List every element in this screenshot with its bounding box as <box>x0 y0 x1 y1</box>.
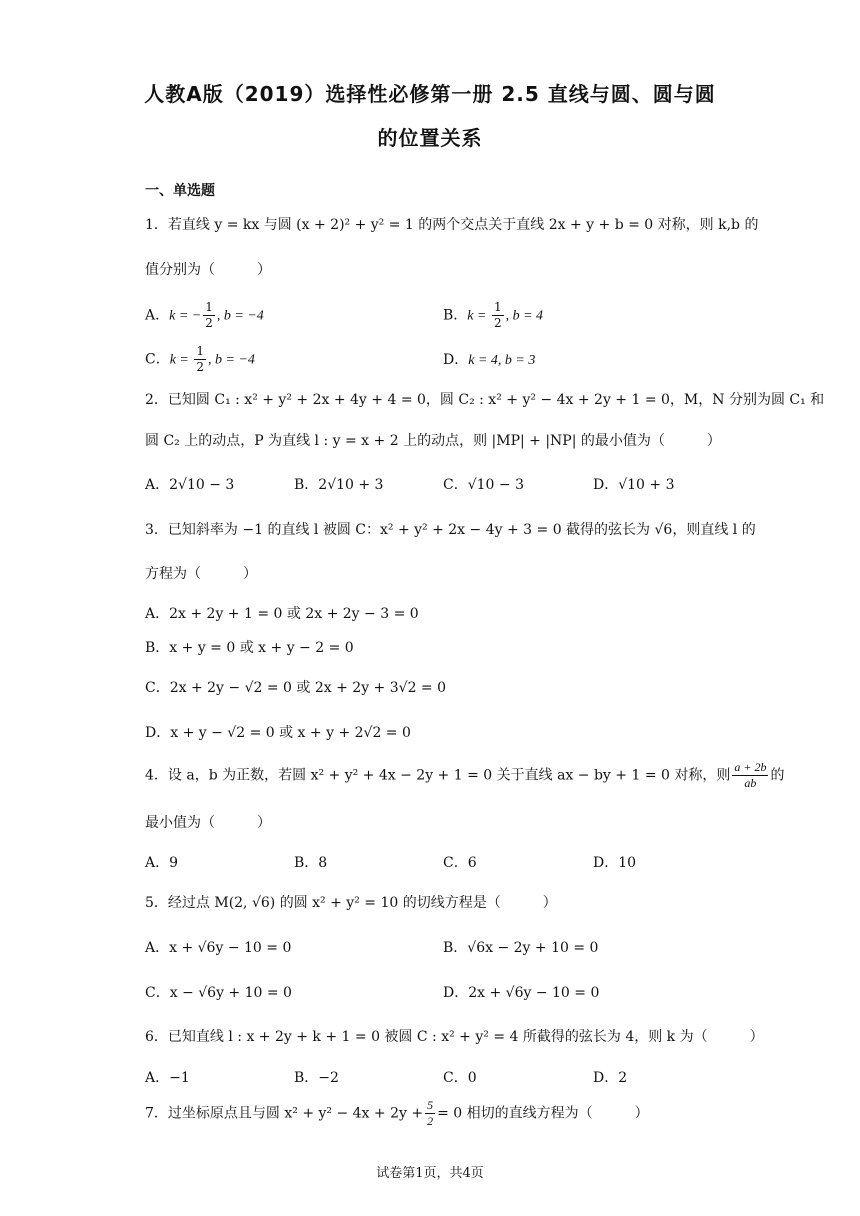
fraction: $\frac{5}{2}$ <box>427 1098 434 1128</box>
page-title: 人教A版（2019）选择性必修第一册 2.5 直线与圆、圆与圆 <box>144 82 716 106</box>
question-5-option-c[interactable]: C．x − √6y + 10 = 0 <box>145 985 292 1001</box>
question-1-option-b[interactable]: B．k = $\frac{1}{2}$ , b = 4 <box>443 300 544 330</box>
question-6-option-b[interactable]: B．−2 <box>294 1070 339 1086</box>
question-2-option-c[interactable]: C．√10 − 3 <box>443 477 524 493</box>
question-6-option-d[interactable]: D．2 <box>593 1070 628 1086</box>
page-footer: 试卷第1页，共4页 <box>376 1166 484 1181</box>
question-3-option-c[interactable]: C．2x + 2y − √2 = 0 或 2x + 2y + 3√2 = 0 <box>145 680 447 696</box>
question-1-option-d[interactable]: D．k = 4, b = 3 <box>443 352 536 368</box>
question-4-stem: 4．设 a，b 为正数，若圆 x² + y² + 4x − 2y + 1 = 0 关于直线 ax − by + 1 = 0 对称，则 $\frac{a + 2b}{ab}$ 的 <box>145 760 785 790</box>
question-1-stem: 1．若直线 y = kx 与圆 (x + 2)² + y² = 1 的两个交点关于直线 2x + y + b = 0 对称，则 k,b 的 <box>145 217 759 233</box>
question-3-stem-cont: 方程为（ ） <box>145 566 257 582</box>
question-7-stem: 7．过坐标原点且与圆 x² + y² − 4x + 2y + $\frac{5}{2}$ = 0 相切的直线方程为（ ） <box>145 1098 649 1128</box>
question-4-option-c[interactable]: C．6 <box>443 855 477 871</box>
question-3-option-a[interactable]: A．2x + 2y + 1 = 0 或 2x + 2y − 3 = 0 <box>145 606 419 622</box>
fraction: $\frac{1}{2}$ <box>196 344 205 374</box>
question-1-option-a[interactable]: A．k = − $\frac{1}{2}$ , b = −4 <box>145 300 264 330</box>
question-3-stem: 3．已知斜率为 −1 的直线 l 被圆 C：x² + y² + 2x − 4y + 3 = 0 截得的弦长为 √6，则直线 l 的 <box>145 522 756 538</box>
question-3-option-d[interactable]: D．x + y − √2 = 0 或 x + y + 2√2 = 0 <box>145 725 411 741</box>
question-2-stem-cont: 圆 C₂ 上的动点，P 为直线 l : y = x + 2 上的动点，则 |MP| + |NP| 的最小值为（ ） <box>145 433 721 449</box>
question-5-option-a[interactable]: A．x + √6y − 10 = 0 <box>145 940 292 956</box>
question-2-option-b[interactable]: B．2√10 + 3 <box>294 477 384 493</box>
question-5-stem: 5．经过点 M(2, √6) 的圆 x² + y² = 10 的切线方程是（ ） <box>145 895 557 911</box>
question-2-option-d[interactable]: D．√10 + 3 <box>593 477 675 493</box>
question-4-option-a[interactable]: A．9 <box>145 855 179 871</box>
fraction: $\frac{1}{2}$ <box>205 300 213 330</box>
question-5-option-d[interactable]: D．2x + √6y − 10 = 0 <box>443 985 600 1001</box>
question-4-option-b[interactable]: B．8 <box>294 855 328 871</box>
question-3-option-b[interactable]: B．x + y = 0 或 x + y − 2 = 0 <box>145 640 354 656</box>
fraction: $\frac{a + 2b}{ab}$ <box>734 760 767 790</box>
question-6-stem: 6．已知直线 l : x + 2y + k + 1 = 0 被圆 C : x² + y² = 4 所截得的弦长为 4，则 k 为（ ） <box>145 1029 764 1045</box>
page-title-continued: 的位置关系 <box>377 126 483 150</box>
question-1-option-c[interactable]: C．k = $\frac{1}{2}$ , b = −4 <box>145 344 255 374</box>
question-6-option-a[interactable]: A．−1 <box>145 1070 190 1086</box>
question-2-option-a[interactable]: A．2√10 − 3 <box>145 477 235 493</box>
question-6-option-c[interactable]: C．0 <box>443 1070 477 1086</box>
question-5-option-b[interactable]: B．√6x − 2y + 10 = 0 <box>443 940 599 956</box>
fraction: $\frac{1}{2}$ <box>493 300 502 330</box>
section-heading: 一、单选题 <box>145 183 215 199</box>
question-1-stem-cont: 值分别为（ ） <box>145 262 271 278</box>
question-4-stem-cont: 最小值为（ ） <box>145 815 271 831</box>
question-2-stem: 2．已知圆 C₁ : x² + y² + 2x + 4y + 4 = 0，圆 C₂ : x² + y² − 4x + 2y + 1 = 0，M，N 分别为圆 C₁ 和 <box>145 392 825 408</box>
question-4-option-d[interactable]: D．10 <box>593 855 637 871</box>
